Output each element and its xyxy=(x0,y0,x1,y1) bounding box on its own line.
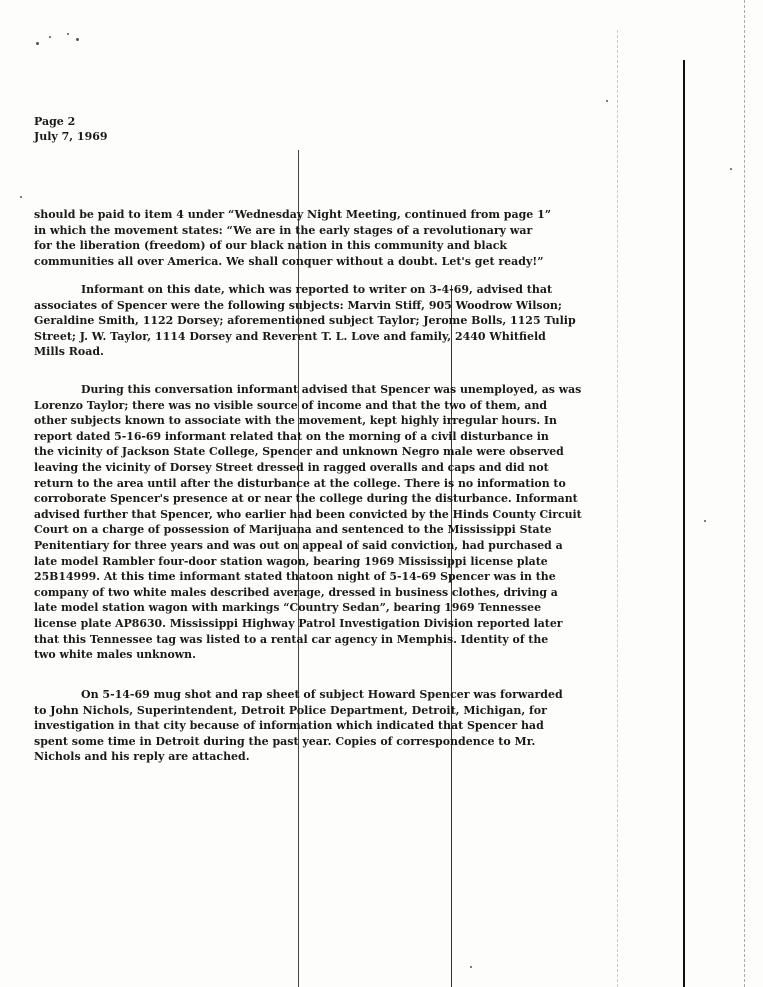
scan-speck xyxy=(470,966,472,968)
text-line: late model station wagon with markings “Country Sedan”, bearing 1969 Tennessee xyxy=(34,601,542,615)
text-line: Lorenzo Taylor; there was no visible source of income and that the two of them, and xyxy=(34,398,548,412)
text-line: Street; J. W. Taylor, 1114 Dorsey and Reverent T. L. Love and family, 2440 Whitfield xyxy=(34,329,546,343)
scan-line xyxy=(683,60,685,987)
text-line: late model Rambler four-door station wagon, bearing 1969 Mississippi license plate xyxy=(34,554,548,568)
text-line: Mills Road. xyxy=(34,345,104,359)
text-line: license plate AP8630. Mississippi Highway Patrol Investigation Division reported later xyxy=(34,616,563,630)
scan-line xyxy=(744,0,745,987)
text-line: advised further that Spencer, who earlier had been convicted by the Hinds County Circuit xyxy=(34,507,582,521)
text-line: spent some time in Detroit during the past year. Copies of correspondence to Mr. xyxy=(34,734,536,748)
text-line: investigation in that city because of information which indicated that Spencer had xyxy=(34,719,544,733)
scan-speck xyxy=(704,520,706,522)
text-line: should be paid to item 4 under “Wednesday Night Meeting, continued from page 1” xyxy=(34,208,552,221)
text-line: Court on a charge of possession of Marijuana and sentenced to the Mississippi State xyxy=(34,523,552,537)
scan-speck xyxy=(606,100,608,102)
text-line: Penitentiary for three years and was out on appeal of said conviction, had purchased a xyxy=(34,538,563,552)
text-line: that this Tennessee tag was listed to a rental car agency in Memphis. Identity of the xyxy=(34,632,549,646)
paragraph-mugshot xyxy=(34,687,563,765)
scan-speck xyxy=(76,38,79,41)
text-line: for the liberation (freedom) of our black nation in this community and black xyxy=(34,239,508,253)
text-line: corroborate Spencer's presence at or near the college during the disturbance. Informant xyxy=(34,492,578,506)
text-line: return to the area until after the disturbance at the college. There is no information to xyxy=(34,476,566,490)
page-header xyxy=(34,114,108,144)
scan-line xyxy=(617,30,618,987)
text-line: During this conversation informant advised that Spencer was unemployed, as was xyxy=(81,383,582,396)
text-line: two white males unknown. xyxy=(34,648,196,662)
text-line: Informant on this date, which was reported to writer on 3-4-69, advised that xyxy=(81,283,553,296)
scan-speck xyxy=(49,36,51,38)
text-line: Nichols and his reply are attached. xyxy=(34,750,250,764)
text-line: report dated 5-16-69 informant related that on the morning of a civil disturbance in xyxy=(34,429,549,443)
scan-speck xyxy=(36,42,39,45)
text-line: 25B14999. At this time informant stated thatoon night of 5-14-69 Spencer was in the xyxy=(34,570,556,584)
text-line: company of two white males described average, dressed in business clothes, driving a xyxy=(34,585,558,599)
page-number: Page 2 xyxy=(34,115,76,128)
paragraph-associates xyxy=(34,282,576,360)
text-line: in which the movement states: “We are in the early stages of a revolutionary war xyxy=(34,223,533,237)
text-line: Geraldine Smith, 1122 Dorsey; aforementioned subject Taylor; Jerome Bolls, 1125 Tulip xyxy=(34,314,576,328)
text-line: to John Nichols, Superintendent, Detroit Police Department, Detroit, Michigan, for xyxy=(34,703,547,717)
text-line: On 5-14-69 mug shot and rap sheet of subject Howard Spencer was forwarded xyxy=(81,688,563,701)
text-line: the vicinity of Jackson State College, Spencer and unknown Negro male were observed xyxy=(34,445,564,459)
text-line: associates of Spencer were the following subjects: Marvin Stiff, 905 Woodrow Wilson; xyxy=(34,298,562,312)
scan-speck xyxy=(67,33,69,35)
document-date: July 7, 1969 xyxy=(34,130,108,143)
scan-speck xyxy=(730,168,732,170)
text-line: communities all over America. We shall conquer without a doubt. Let's get ready!” xyxy=(34,254,544,268)
text-line: leaving the vicinity of Dorsey Street dressed in ragged overalls and caps and did not xyxy=(34,460,549,474)
paragraph-quote xyxy=(34,207,551,269)
scan-speck xyxy=(20,196,22,198)
text-line: other subjects known to associate with the movement, kept highly irregular hours. In xyxy=(34,414,557,428)
paragraph-conversation xyxy=(34,382,582,663)
